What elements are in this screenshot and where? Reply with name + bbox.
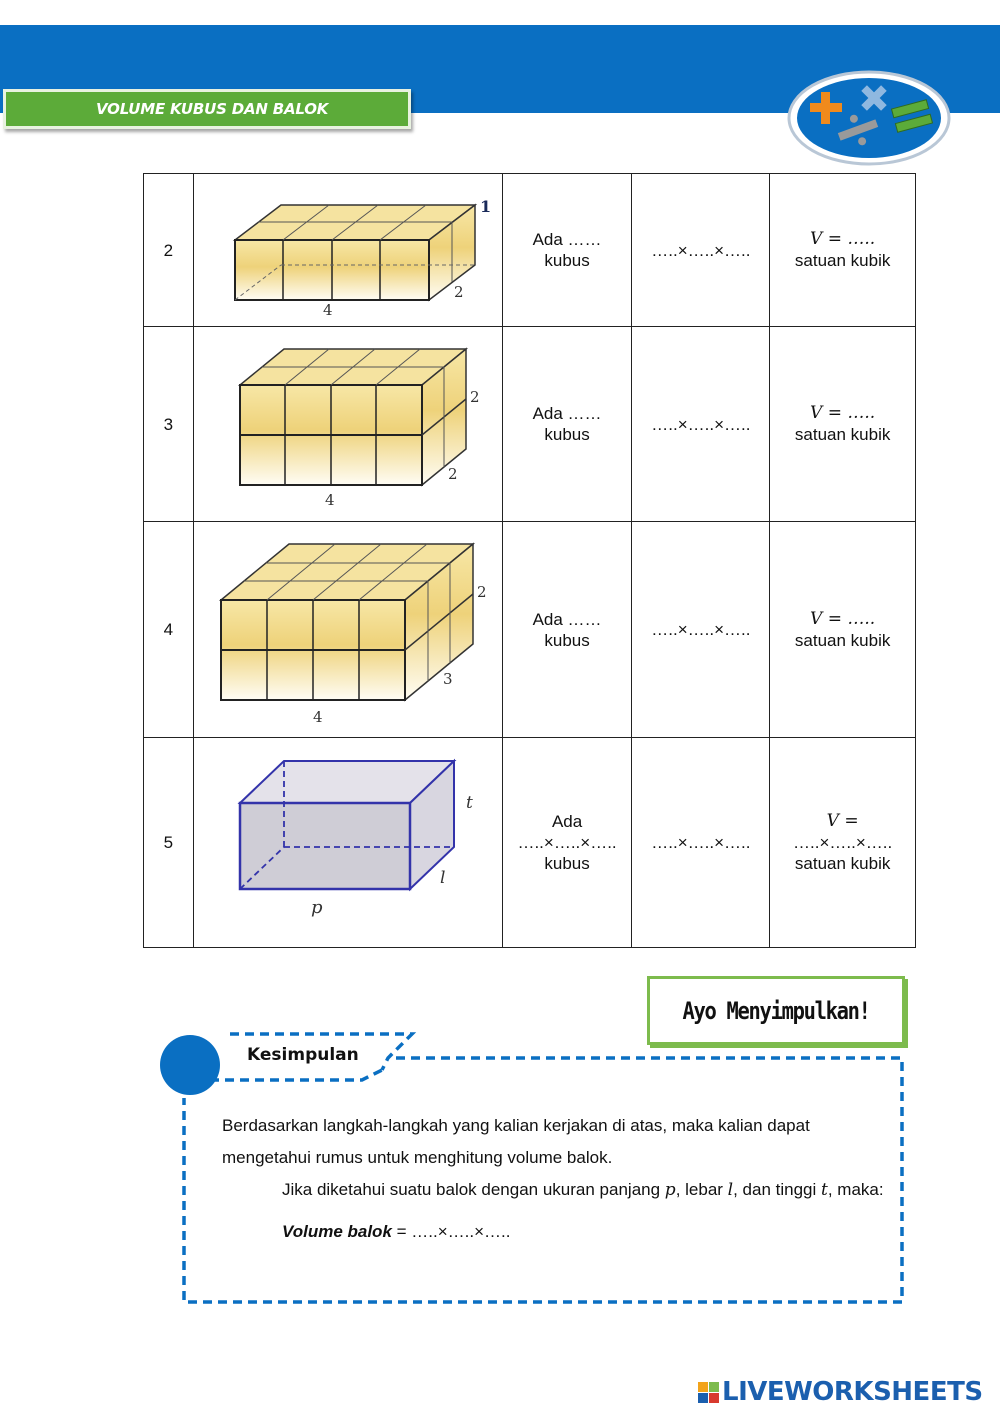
width-label: 2 (447, 465, 458, 483)
math-operators-icon (786, 68, 952, 168)
width-label: 3 (442, 669, 453, 688)
cuboid-plt-figure (208, 753, 488, 933)
length-label: 4 (322, 301, 333, 319)
formula-label: Volume balok (282, 1222, 392, 1241)
width-label: l (439, 867, 446, 888)
cube-count-cell (502, 174, 632, 327)
row-number: 3 (144, 327, 194, 522)
table-row (144, 522, 916, 738)
volume-formula-line (222, 1216, 892, 1248)
table-row (144, 327, 916, 522)
cube-count-cell (502, 738, 632, 948)
volume-unit: satuan kubik (794, 854, 891, 873)
conclusion-body (222, 1110, 892, 1248)
length-symbol: 𝑝 (664, 1180, 676, 1200)
table-row (144, 174, 916, 327)
cube-count-unit: kubus (544, 854, 590, 873)
multiplication-cell: …..×…..×….. (632, 522, 770, 738)
row-number: 2 (144, 174, 194, 327)
conclusion-label: Kesimpulan (247, 1045, 359, 1065)
volume-cell (770, 327, 916, 522)
width-label: 2 (453, 283, 464, 301)
condition-text-b: , lebar (675, 1180, 728, 1199)
figure-cell (193, 738, 502, 948)
volume-formula: 𝑉 = ….. (810, 403, 876, 423)
liveworksheets-icon (698, 1382, 719, 1403)
height-symbol: 𝑡 (821, 1180, 828, 1200)
table-row (144, 738, 916, 948)
cuboid-4x2x2-figure (208, 339, 488, 509)
conclusion-condition (222, 1174, 892, 1206)
volume-formula: 𝑉 = ….. (810, 608, 876, 629)
cube-count-text: Ada …… (532, 404, 602, 423)
cube-count-text: Ada …… (532, 230, 602, 249)
figure-cell (193, 327, 502, 522)
volume-unit: satuan kubik (794, 425, 891, 444)
page-title: VOLUME KUBUS DAN BALOK (96, 100, 329, 118)
cube-count-blanks: …..×…..×….. (517, 833, 617, 852)
cube-count-unit: kubus (544, 251, 590, 270)
volume-cell (770, 174, 916, 327)
height-label: t (465, 792, 473, 813)
row-number: 4 (144, 522, 194, 738)
title-banner (3, 89, 411, 129)
cube-count-text: Ada …… (532, 609, 602, 629)
cuboid-4x3x2-figure (203, 532, 493, 728)
cube-count-cell (502, 327, 632, 522)
brand-name: LIVEWORKSHEETS (722, 1377, 983, 1407)
height-label: 2 (469, 388, 480, 406)
row-number: 5 (144, 738, 194, 948)
volume-cell (770, 738, 916, 948)
figure-cell (193, 174, 502, 327)
conclusion-circle-icon (160, 1035, 220, 1095)
volume-blanks: …..×…..×….. (793, 833, 893, 852)
formula-blanks: = …..×…..×….. (391, 1222, 511, 1241)
cuboid-4x2x1-figure (208, 185, 491, 319)
volume-unit: satuan kubik (794, 630, 891, 650)
conclusion-paragraph: Berdasarkan langkah-langkah yang kalian kerjakan di atas, maka kalian dapat mengetahui rumus untuk menghitung volume balok. (222, 1116, 810, 1167)
liveworksheets-logo (698, 1377, 983, 1407)
length-label: 4 (312, 707, 323, 726)
cube-count-text: Ada (551, 812, 583, 831)
cube-count-unit: kubus (544, 630, 590, 650)
condition-text-d: , maka: (827, 1180, 884, 1199)
length-label: 4 (324, 491, 335, 509)
ayo-menyimpulkan-title: Ayo Menyimpulkan! (682, 996, 870, 1025)
condition-text-a: Jika diketahui suatu balok dengan ukuran panjang (282, 1180, 665, 1199)
width-symbol: 𝑙 (727, 1180, 734, 1200)
figure-cell (193, 522, 502, 738)
volume-formula: 𝑉 = (826, 811, 859, 831)
cube-count-cell (502, 522, 632, 738)
height-label: 1 (479, 197, 491, 216)
volume-cell (770, 522, 916, 738)
volume-formula: 𝑉 = ….. (810, 229, 876, 249)
condition-text-c: , dan tinggi (733, 1180, 822, 1199)
volume-table (143, 173, 916, 948)
multiplication-cell: …..×…..×….. (632, 174, 770, 327)
length-label: p (310, 896, 323, 918)
multiplication-cell: …..×…..×….. (632, 738, 770, 948)
volume-unit: satuan kubik (794, 251, 891, 270)
cube-count-unit: kubus (544, 425, 590, 444)
height-label: 2 (476, 582, 487, 601)
multiplication-cell: …..×…..×….. (632, 327, 770, 522)
